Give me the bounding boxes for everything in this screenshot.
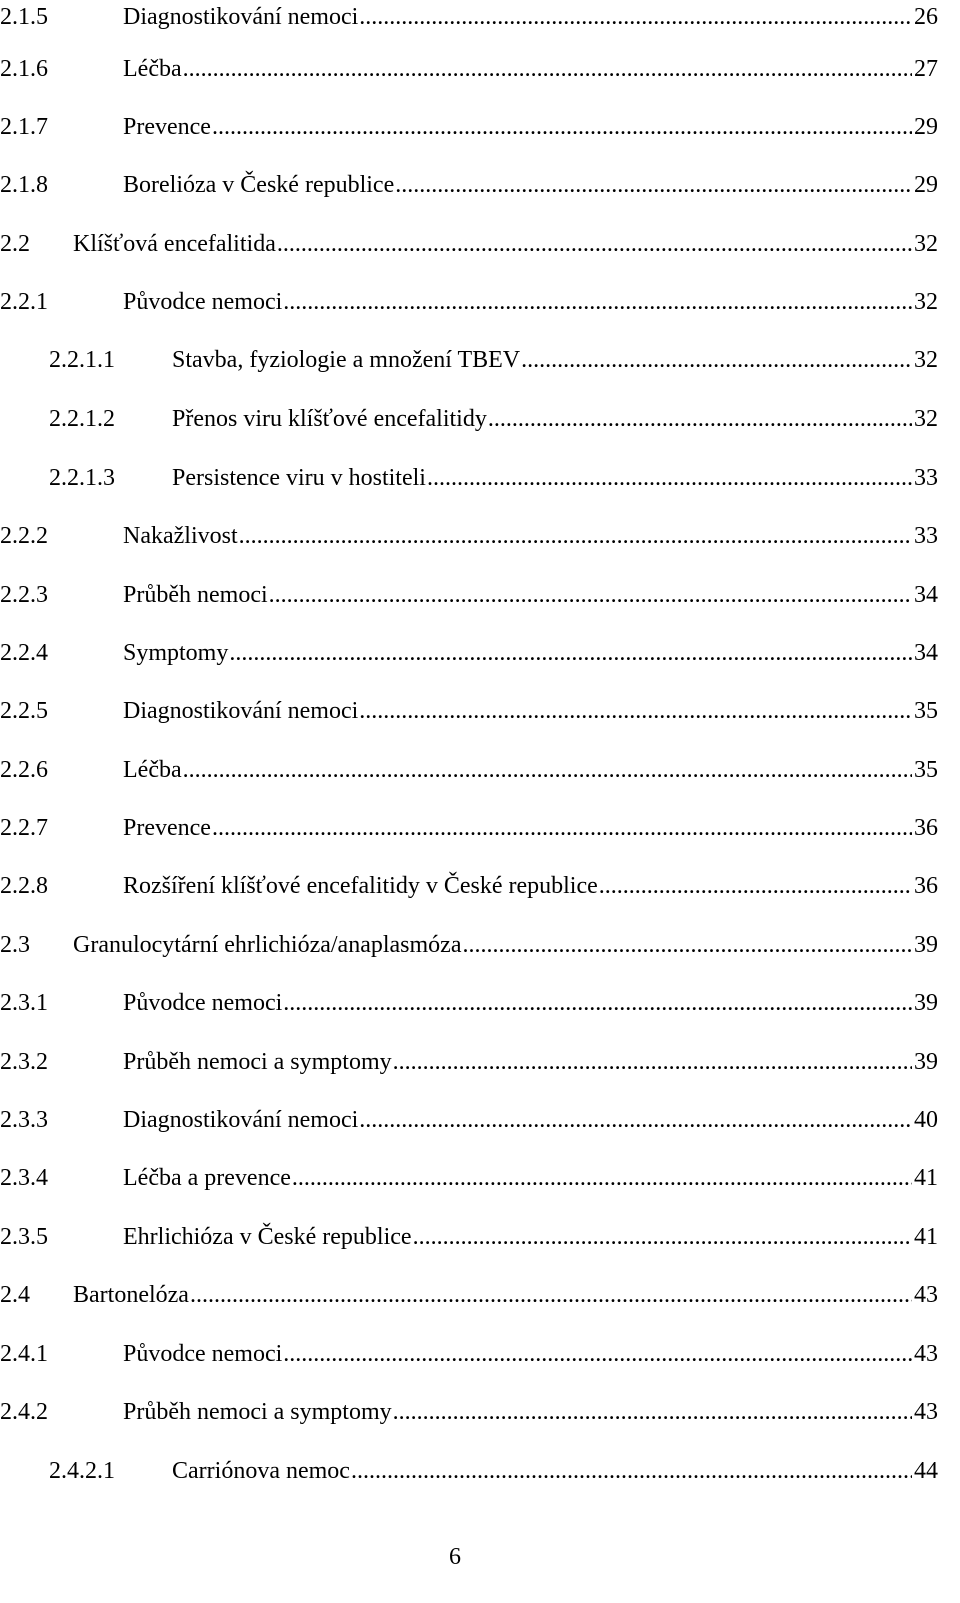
toc-entry-page: 43 xyxy=(914,1399,938,1425)
toc-leader-dots xyxy=(283,285,912,319)
toc-entry-number: 2.2.1.1 xyxy=(49,347,115,373)
toc-entry-number: 2.1.5 xyxy=(0,4,48,30)
toc-entry-title: Diagnostikování nemoci xyxy=(123,4,359,30)
toc-entry-number: 2.4.2 xyxy=(0,1399,48,1425)
toc-entry[interactable] xyxy=(0,1395,938,1429)
toc-leader-dots xyxy=(239,519,912,553)
toc-entry-number: 2.2.1.2 xyxy=(49,406,115,432)
toc-leader-dots xyxy=(269,578,912,612)
toc-entry-number: 2.2.2 xyxy=(0,523,48,549)
toc-leader-dots xyxy=(183,52,912,86)
toc-entry-page: 36 xyxy=(914,815,938,841)
toc-entry-title: Průběh nemoci xyxy=(123,582,268,608)
toc-leader-dots xyxy=(183,753,912,787)
toc-entry[interactable] xyxy=(0,1161,938,1195)
toc-entry-page: 39 xyxy=(914,1049,938,1075)
toc-entry[interactable] xyxy=(0,578,938,612)
toc-entry-number: 2.4.1 xyxy=(0,1341,48,1367)
toc-entry-title: Stavba, fyziologie a množení TBEV xyxy=(172,347,521,373)
toc-entry[interactable] xyxy=(0,1045,938,1079)
toc-entry-page: 35 xyxy=(914,757,938,783)
toc-entry-number: 2.1.7 xyxy=(0,114,48,140)
toc-entry[interactable] xyxy=(49,402,938,436)
toc-entry-title: Léčba xyxy=(123,757,182,783)
toc-entry-page: 39 xyxy=(914,932,938,958)
toc-leader-dots xyxy=(395,168,912,202)
toc-entry[interactable] xyxy=(0,519,938,553)
toc-entry[interactable] xyxy=(0,869,938,903)
toc-leader-dots xyxy=(359,1103,912,1137)
toc-entry-page: 29 xyxy=(914,114,938,140)
toc-entry-page: 33 xyxy=(914,523,938,549)
toc-leader-dots xyxy=(521,343,912,377)
toc-entry-number: 2.2.1.3 xyxy=(49,465,115,491)
toc-entry-page: 33 xyxy=(914,465,938,491)
toc-entry-page: 39 xyxy=(914,990,938,1016)
toc-entry-title: Ehrlichióza v České republice xyxy=(123,1224,412,1250)
toc-entry-page: 32 xyxy=(914,347,938,373)
toc-entry-page: 40 xyxy=(914,1107,938,1133)
toc-entry-title: Rozšíření klíšťové encefalitidy v České republice xyxy=(123,873,598,899)
toc-entry[interactable] xyxy=(0,110,938,144)
toc-entry-page: 26 xyxy=(914,4,938,30)
toc-entry-number: 2.1.8 xyxy=(0,172,48,198)
toc-leader-dots xyxy=(463,928,913,962)
toc-entry-title: Přenos viru klíšťové encefalitidy xyxy=(172,406,487,432)
toc-entry-number: 2.2.3 xyxy=(0,582,48,608)
toc-entry-page: 36 xyxy=(914,873,938,899)
toc-entry[interactable] xyxy=(0,285,938,319)
toc-entry-page: 29 xyxy=(914,172,938,198)
toc-leader-dots xyxy=(212,110,912,144)
toc-leader-dots xyxy=(488,402,912,436)
toc-entry-title: Bartonelóza xyxy=(73,1282,189,1308)
toc-entry[interactable] xyxy=(49,343,938,377)
toc-leader-dots xyxy=(229,636,912,670)
toc-leader-dots xyxy=(283,986,912,1020)
toc-entry[interactable] xyxy=(0,986,938,1020)
toc-leader-dots xyxy=(292,1161,912,1195)
toc-leader-dots xyxy=(413,1220,912,1254)
toc-entry-page: 43 xyxy=(914,1282,938,1308)
toc-entry-number: 2.3.4 xyxy=(0,1165,48,1191)
toc-entry-title: Léčba a prevence xyxy=(123,1165,291,1191)
toc-entry-number: 2.1.6 xyxy=(0,56,48,82)
toc-entry-page: 44 xyxy=(914,1458,938,1484)
toc-leader-dots xyxy=(393,1395,912,1429)
toc-entry-page: 32 xyxy=(914,406,938,432)
toc-entry-number: 2.3.5 xyxy=(0,1224,48,1250)
toc-entry-title: Diagnostikování nemoci xyxy=(123,1107,359,1133)
toc-entry-page: 32 xyxy=(914,289,938,315)
toc-entry[interactable] xyxy=(0,928,938,962)
toc-entry-title: Prevence xyxy=(123,815,211,841)
toc-entry[interactable] xyxy=(0,1220,938,1254)
toc-entry-title: Prevence xyxy=(123,114,211,140)
toc-leader-dots xyxy=(277,227,912,261)
toc-entry-title: Původce nemoci xyxy=(123,1341,283,1367)
toc-entry[interactable] xyxy=(0,0,938,34)
toc-entry[interactable] xyxy=(49,1454,938,1488)
toc-entry-title: Borelióza v České republice xyxy=(123,172,395,198)
toc-entry-title: Granulocytární ehrlichióza/anaplasmóza xyxy=(73,932,462,958)
toc-entry-title: Persistence viru v hostiteli xyxy=(172,465,426,491)
toc-entry-page: 27 xyxy=(914,56,938,82)
toc-entry-page: 41 xyxy=(914,1165,938,1191)
toc-entry-title: Léčba xyxy=(123,56,182,82)
toc-leader-dots xyxy=(393,1045,912,1079)
toc-entry-title: Průběh nemoci a symptomy xyxy=(123,1399,392,1425)
toc-entry-page: 35 xyxy=(914,698,938,724)
toc-leader-dots xyxy=(212,811,912,845)
toc-entry-title: Diagnostikování nemoci xyxy=(123,698,359,724)
toc-entry-page: 41 xyxy=(914,1224,938,1250)
toc-entry[interactable] xyxy=(49,461,938,495)
toc-entry-number: 2.3.2 xyxy=(0,1049,48,1075)
toc-entry-title: Původce nemoci xyxy=(123,990,283,1016)
toc-entry[interactable] xyxy=(0,753,938,787)
toc-entry[interactable] xyxy=(0,811,938,845)
toc-entry[interactable] xyxy=(0,52,938,86)
toc-entry[interactable] xyxy=(0,1337,938,1371)
toc-entry-title: Nakažlivost xyxy=(123,523,238,549)
toc-entry-title: Průběh nemoci a symptomy xyxy=(123,1049,392,1075)
toc-leader-dots xyxy=(359,0,912,34)
toc-leader-dots xyxy=(359,694,912,728)
toc-entry-number: 2.4.2.1 xyxy=(49,1458,115,1484)
toc-leader-dots xyxy=(427,461,912,495)
toc-entry-number: 2.2.7 xyxy=(0,815,48,841)
toc-entry[interactable] xyxy=(0,1103,938,1137)
toc-entry-number: 2.3 xyxy=(0,932,30,958)
toc-entry-number: 2.2.5 xyxy=(0,698,48,724)
toc-entry-number: 2.2.6 xyxy=(0,757,48,783)
toc-entry-number: 2.3.3 xyxy=(0,1107,48,1133)
toc-entry-page: 32 xyxy=(914,231,938,257)
toc-entry-number: 2.2.1 xyxy=(0,289,48,315)
toc-leader-dots xyxy=(599,869,912,903)
toc-entry[interactable] xyxy=(0,227,938,261)
toc-entry[interactable] xyxy=(0,636,938,670)
toc-leader-dots xyxy=(190,1278,912,1312)
toc-entry-number: 2.4 xyxy=(0,1282,30,1308)
toc-entry[interactable] xyxy=(0,1278,938,1312)
toc-entry[interactable] xyxy=(0,694,938,728)
toc-leader-dots xyxy=(283,1337,912,1371)
page-number: 6 xyxy=(449,1544,461,1570)
toc-entry-title: Carriónova nemoc xyxy=(172,1458,350,1484)
toc-leader-dots xyxy=(351,1454,912,1488)
toc-entry-number: 2.2.8 xyxy=(0,873,48,899)
toc-entry[interactable] xyxy=(0,168,938,202)
toc-entry-title: Klíšťová encefalitida xyxy=(73,231,276,257)
toc-entry-page: 34 xyxy=(914,640,938,666)
toc-entry-number: 2.2 xyxy=(0,231,30,257)
toc-entry-page: 34 xyxy=(914,582,938,608)
toc-entry-title: Symptomy xyxy=(123,640,229,666)
toc-entry-title: Původce nemoci xyxy=(123,289,283,315)
toc-entry-number: 2.3.1 xyxy=(0,990,48,1016)
toc-entry-number: 2.2.4 xyxy=(0,640,48,666)
toc-entry-page: 43 xyxy=(914,1341,938,1367)
